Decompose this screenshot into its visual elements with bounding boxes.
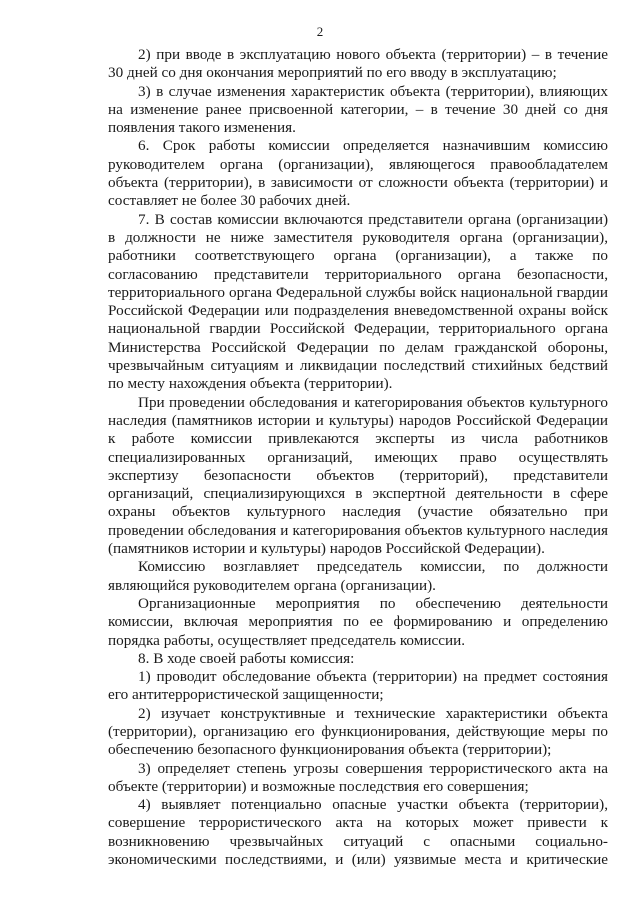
list-item-2-study: 2) изучает конструктивные и технические характеристики объекта (территории), организацию его функционирования, действующие меры по обеспечению безопасного функционирования объекта (территории); (108, 704, 608, 759)
paragraph-commission-chair: Комиссию возглавляет председатель комиссии, по должности являющийся руководителем органа (организации). (108, 558, 608, 594)
list-item-1-inspection: 1) проводит обследование объекта (территории) на предмет состояния его антитеррористической защищенности; (108, 668, 608, 704)
document-body (108, 46, 608, 869)
list-item-3-threat-level: 3) определяет степень угрозы совершения террористического акта на объекте (территории) и возможные последствия его совершения; (108, 759, 608, 795)
page-number: 2 (316, 24, 324, 39)
paragraph-6-commission-term: 6. Срок работы комиссии определяется назначившим комиссию руководителем органа (организации), являющегося правообладателем объекта (территории), в зависимости от сложности объекта (территории) и составляет не более 30 рабочих дней. (108, 137, 608, 210)
paragraph-2-commissioning: 2) при вводе в эксплуатацию нового объекта (территории) – в течение 30 дней со дня окончания мероприятий по его вводу в эксплуатацию; (108, 46, 608, 82)
list-item-4-hazardous-areas: 4) выявляет потенциально опасные участки объекта (территории), совершение террористического акта на которых может привести к возникновению чрезвычайных ситуаций с опасными социально-экономическими последствиями, и (или) уязвимые места и критические (108, 796, 608, 869)
paragraph-3-category-change: 3) в случае изменения характеристик объекта (территории), влияющих на изменение ранее присвоенной категории, – в течение 30 дней со дня появления такого изменения. (108, 82, 608, 137)
paragraph-7-commission-composition: 7. В состав комиссии включаются представители органа (организации) в должности не ниже заместителя руководителя органа (организации), работники соответствующего органа (организации), а также по согласованию представители территориального органа безопасности, территориального органа Федеральной службы войск национальной гвардии Российской Федерации или подразделения вневедомственной охраны войск национальной гвардии Российской Федерации, территориального органа Министерства Российской Федерации по делам гражданской обороны, чрезвычайным ситуациям и ликвидации последствий стихийных бедствий по месту нахождения объекта (территории). (108, 210, 608, 393)
paragraph-organizational-measures: Организационные мероприятия по обеспечению деятельности комиссии, включая мероприятия по ее формированию и определению порядка работы, осуществляет председатель комиссии. (108, 594, 608, 649)
paragraph-8-commission-work: 8. В ходе своей работы комиссия: (138, 649, 355, 667)
paragraph-cultural-heritage: При проведении обследования и категорирования объектов культурного наследия (памятников истории и культуры) народов Российской Федерации к работе комиссии привлекаются эксперты из числа работников специализированных организаций, имеющих право осуществлять экспертизу безопасности объектов (территорий), представители организаций, специализирующихся в экспертной деятельности в сфере охраны объектов культурного наследия (участие обязательно при проведении обследования и категорирования объектов культурного наследия (памятников истории и культуры) народов Российской Федерации). (108, 393, 608, 558)
